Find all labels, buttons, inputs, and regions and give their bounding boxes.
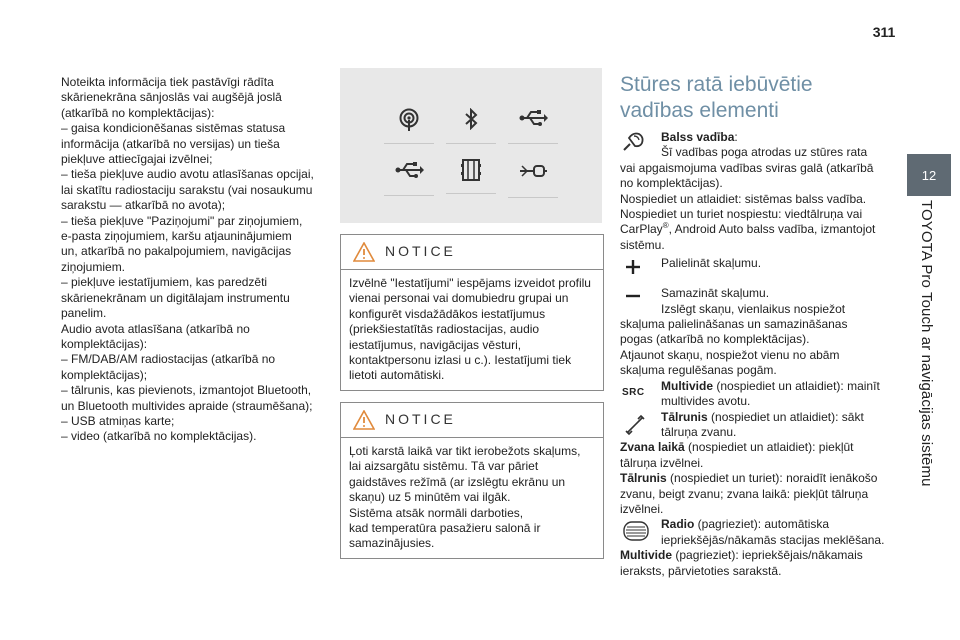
steering-controls-section (620, 72, 892, 579)
text-line: un Bluetooth multivides apraide (straumēšana); (61, 398, 313, 413)
text-line: multivides avotu. (661, 394, 751, 409)
video-icon (446, 158, 496, 198)
text-line: Izvēlnē "Iestatījumi" iespējams izveidot profilu (349, 276, 591, 290)
intro-text (61, 75, 323, 445)
text-line: Nospiediet un atlaidiet: sistēmas balss vadība. (620, 191, 867, 206)
text-line: samazinājusies. (349, 536, 435, 551)
text-line: sistēmu. (620, 237, 665, 252)
notice-box (340, 234, 604, 391)
text-line: skaļuma regulēšanas pogām. (620, 363, 777, 378)
text-line: Atjaunot skaņu, nospiežot vienu no abām (620, 347, 840, 362)
label-bold: Multivide (620, 548, 673, 563)
page-number: 311 (872, 24, 896, 40)
notice-title: NOTICE (385, 243, 456, 260)
text-line: – tieša piekļuve audio avotu atlasīšanas opcijai, (61, 167, 314, 182)
text-line: gaidstāves režīmā (ar izslēgtu ekrānu un (349, 474, 566, 489)
usb-icon (384, 160, 434, 200)
radio-icon (384, 108, 434, 148)
text-line: Audio avota atlasīšana (atkarībā no (61, 321, 250, 336)
text-line: iepriekšējās/nākamās stacijas meklēšana. (661, 532, 885, 547)
text-line: tālruņa zvanu. (661, 424, 737, 439)
section-heading (620, 72, 892, 124)
notice-box (340, 402, 604, 559)
text-line: – piekļuve iestatījumiem, kas paredzēti (61, 275, 268, 290)
chapter-number: 12 (921, 167, 937, 183)
bluetooth-icon (446, 108, 496, 148)
text-run: (nospiediet un turiet): noraidīt ienākošo (666, 471, 878, 486)
android-text: , Android Auto balss vadība, izmantojot (668, 222, 876, 237)
text-run: (nospiediet un atlaidiet): piekļūt (684, 440, 854, 455)
registered-mark: ® (662, 221, 669, 231)
text-line: no komplektācijas). (620, 176, 723, 191)
text-line: un, atkarībā no pakalpojumiem, navigācijas (61, 244, 292, 259)
plus-icon (626, 260, 640, 274)
text-line: skaļuma palielināšanas un samazināšanas (620, 317, 848, 332)
text-line: ieraksts, pārvietoties sarakstā. (620, 563, 782, 578)
text-line: vai apgaismojuma vadības sviras galā (atkarībā (620, 160, 874, 175)
heading-line: vadības elementi (620, 99, 779, 122)
text-line: kontaktpersonu izlasi u c.). Iestatījumi tiek (349, 353, 572, 368)
voice-command-icon (620, 130, 646, 154)
text-line: informācija (atkarībā no versijas) un tieša (61, 136, 280, 151)
colon: : (734, 130, 738, 144)
warning-icon (353, 410, 375, 430)
notice-header (341, 403, 603, 438)
text-line (620, 222, 892, 237)
text-line: lai aizsargātu sistēmu. Tā var pāriet (349, 459, 539, 474)
label-bold: Balss vadība (661, 130, 735, 144)
text-line: – tālrunis, kas pievienots, izmantojot Bluetooth, (61, 383, 312, 398)
carplay-text: CarPlay (620, 222, 663, 237)
voice-control-item (620, 130, 892, 253)
text-line: panelim. (61, 306, 107, 321)
aux-icon (508, 162, 558, 202)
text-line: – FM/DAB/AM radiostacijas (atkarībā no (61, 352, 276, 367)
text-line: Samazināt skaļumu. (661, 286, 770, 301)
label-bold: Tālrunis (661, 409, 708, 424)
chapter-title-text: TOYOTA Pro Touch ar navigācijas sistēmu (918, 200, 935, 487)
text-line: komplektācijas); (61, 367, 148, 382)
label-bold: Zvana laikā (620, 440, 685, 455)
label-bold: Multivide (661, 378, 714, 393)
warning-icon (353, 242, 375, 262)
notice-text (341, 270, 603, 388)
text-line: lai skatītu radiostaciju sarakstu (vai nosaukumu (61, 182, 313, 197)
volume-up-item (620, 256, 892, 286)
label-bold: Tālrunis (620, 471, 667, 486)
text-line: – video (atkarībā no komplektācijas). (61, 429, 257, 444)
text-line: tālruņa izvēlnei. (620, 455, 704, 470)
volume-down-item (620, 286, 892, 378)
text-line: konfigurēt visdažādākos iestatījumus (349, 306, 546, 321)
text-line: izvēlnei. (620, 501, 664, 516)
text-line: lietoti automātiski. (349, 368, 445, 383)
text-line: skaņu) uz 5 minūtēm vai ilgāk. (349, 490, 511, 505)
label-bold: Radio (661, 517, 695, 532)
text-line: Noteikta informācija tiek pastāvīgi rādīta (61, 75, 274, 89)
radio-item (620, 517, 892, 579)
text-run: (nospiediet un atlaidiet): mainīt (713, 378, 880, 393)
thumbwheel-icon (622, 519, 650, 543)
text-line: ziņojumiem. (61, 259, 126, 274)
text-line: Ļoti karstā laikā var tikt ierobežots skaļums, (349, 444, 581, 458)
chapter-tab (907, 154, 951, 196)
text-line: sarakstu — atkarībā no avota); (61, 198, 226, 213)
text-line: pogas (atkarībā no komplektācijas). (620, 332, 810, 347)
text-line: komplektācijas): (61, 336, 148, 351)
usb-icon (508, 108, 558, 148)
text-line: e-pasta ziņojumiem, karšu atjauninājumiem (61, 229, 292, 244)
text-line: – gaisa kondicionēšanas sistēmas statusa (61, 121, 286, 136)
source-item (620, 379, 892, 410)
text-line: Nospiediet un turiet nospiestu: viedtālruņa vai (620, 207, 863, 222)
src-icon: SRC (622, 386, 645, 398)
minus-icon (626, 294, 640, 298)
text-line: piekļuve attiecīgajai izvēlnei; (61, 152, 213, 167)
text-run: (nospiediet un atlaidiet): sākt (707, 409, 864, 424)
notice-title: NOTICE (385, 411, 456, 428)
text-line: (atkarībā no komplektācijas): (61, 105, 215, 120)
text-line: kad temperatūra pasažieru salonā ir (349, 521, 541, 536)
text-line: vienai personai vai domubiedru grupai un (349, 291, 569, 306)
heading-line: Stūres ratā iebūvētie (620, 73, 813, 96)
text-run: (pagrieziet): automātiska (694, 517, 830, 532)
text-line: Palielināt skaļumu. (661, 256, 762, 271)
text-run: (pagrieziet): iepriekšējais/nākamais (672, 548, 863, 563)
text-line: Izslēgt skaņu, vienlaikus nospiežot (661, 301, 846, 316)
notice-header (341, 235, 603, 270)
text-line: zvanu, beigt zvanu; zvana laikā: piekļūt tālruņa (620, 486, 869, 501)
text-line: skārienekrāna sānjoslās vai augšējā joslā (61, 90, 282, 105)
text-line: Šī vadības poga atrodas uz stūres rata (661, 145, 868, 160)
audio-source-icons (340, 68, 602, 223)
text-line: iestatījumus, navigācijas vēsturi, (349, 337, 522, 352)
text-line: (priekšiestatītās radiostacijas, audio (349, 322, 540, 337)
phone-icon (624, 414, 646, 436)
text-line: – USB atmiņas karte; (61, 413, 175, 428)
text-line: Sistēma atsāk normāli darboties, (349, 505, 524, 520)
text-line: – tieša piekļuve "Paziņojumi" par ziņojumiem, (61, 213, 303, 228)
notice-text (341, 438, 603, 556)
phone-item (620, 410, 892, 518)
text-line: skārienekrānam un digitālajam instrumentu (61, 290, 290, 305)
